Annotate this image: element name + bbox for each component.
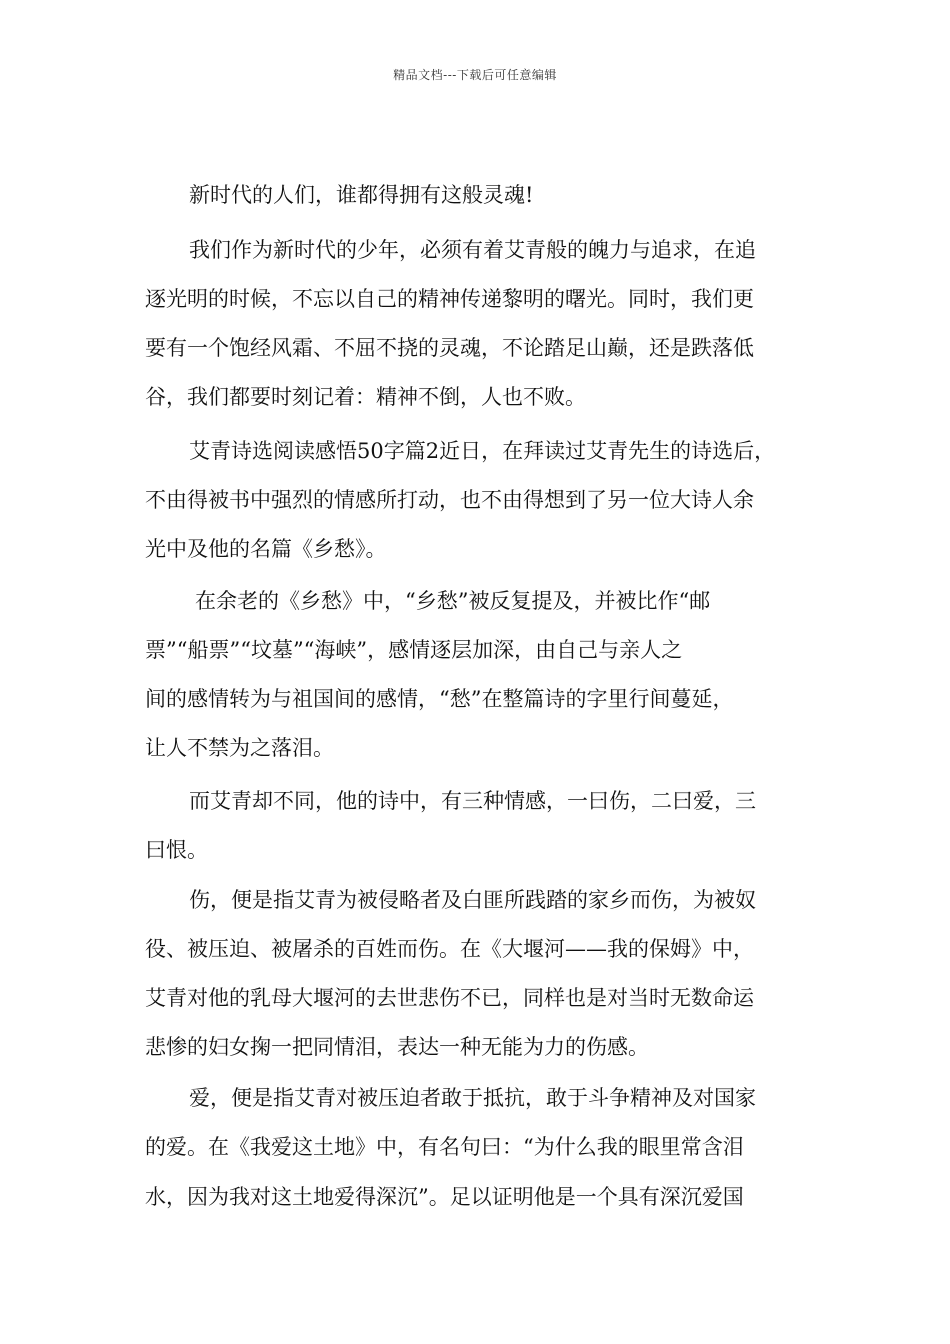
text-line: 让人不禁为之落泪。 [145, 736, 334, 760]
text-line: 艾青诗选阅读感悟50字篇2近日，在拜读过艾青先生的诗选后， [189, 439, 776, 463]
text-line: 不由得被书中强烈的情感所打动，也不由得想到了另一位大诗人余 [145, 488, 754, 512]
text-line: 而艾青却不同，他的诗中，有三种情感，一曰伤，二曰爱，三 [189, 789, 756, 813]
text-line: 我们作为新时代的少年，必须有着艾青般的魄力与追求，在追 [189, 238, 756, 262]
text-line: 曰恨。 [145, 838, 208, 862]
text-line: 艾青对他的乳母大堰河的去世悲伤不已，同样也是对当时无数命运 [145, 986, 754, 1010]
text-line: 爱，便是指艾青对被压迫者敢于抵抗，敢于斗争精神及对国家 [189, 1086, 756, 1110]
text-line: 逐光明的时候，不忘以自己的精神传递黎明的曙光。同时，我们更 [145, 287, 754, 311]
text-line: 间的感情转为与祖国间的感情，“愁”在整篇诗的字里行间蔓延， [145, 687, 734, 711]
text-line: 的爱。在《我爱这土地》中，有名句曰：“为什么我的眼里常含泪 [145, 1135, 744, 1159]
text-line: 悲惨的妇女掬一把同情泪，表达一种无能为力的伤感。 [145, 1035, 649, 1059]
text-line: 要有一个饱经风霜、不屈不挠的灵魂，不论踏足山巅，还是跌落低 [145, 336, 754, 360]
text-line: 光中及他的名篇《乡愁》。 [145, 537, 387, 561]
text-line: 票”“船票”“坟墓”“海峡”，感情逐层加深，由自己与亲人之 [145, 638, 683, 662]
text-line: 伤，便是指艾青为被侵略者及白匪所践踏的家乡而伤，为被奴 [189, 888, 756, 912]
page-header: 精品文档---下载后可任意编辑 [393, 68, 557, 82]
text-line: 水，因为我对这土地爱得深沉”。足以证明他是一个具有深沉爱国 [145, 1185, 744, 1209]
text-line: 在余老的《乡愁》中，“乡愁”被反复提及，并被比作“邮 [195, 589, 711, 613]
text-line: 谷，我们都要时刻记着：精神不倒，人也不败。 [145, 385, 586, 409]
text-line: 新时代的人们，谁都得拥有这般灵魂! [189, 183, 534, 207]
text-line: 役、被压迫、被屠杀的百姓而伤。在《大堰河——我的保姆》中， [145, 937, 754, 961]
